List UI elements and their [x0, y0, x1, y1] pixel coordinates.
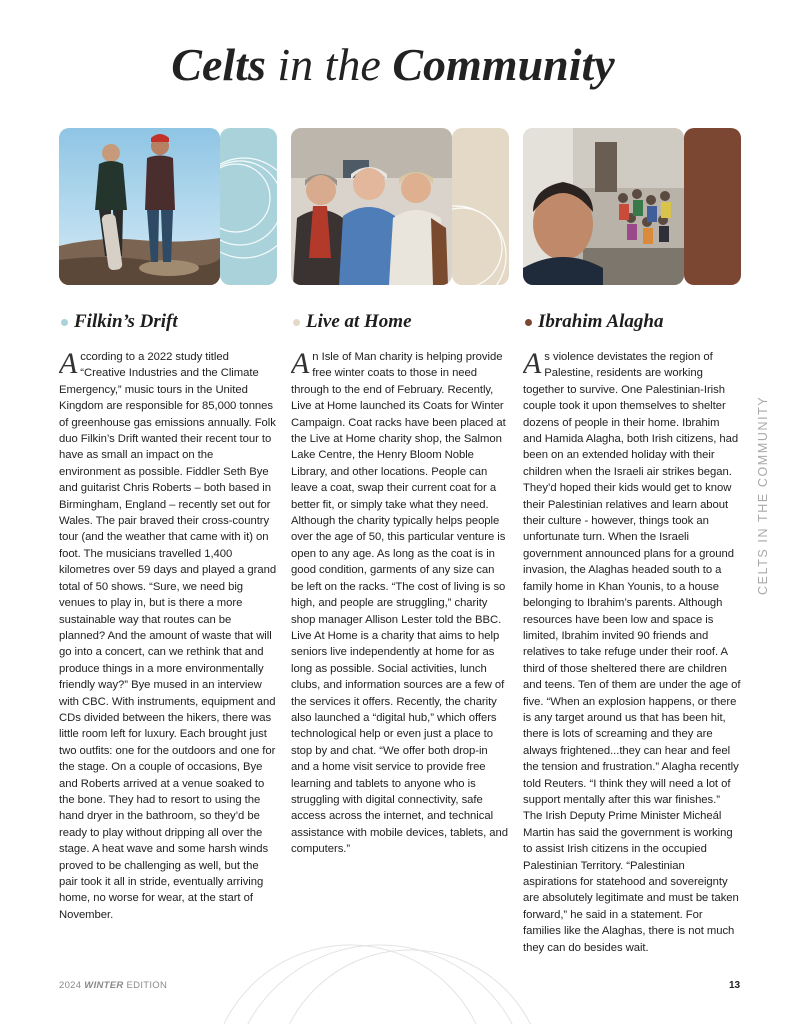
heading-text: Live at Home: [306, 311, 412, 332]
article-body: [291, 349, 509, 969]
article-heading: [523, 310, 741, 334]
drop-cap: A: [291, 349, 310, 380]
photo-musicians: [59, 128, 220, 285]
heading-dot: [61, 319, 68, 326]
footer-year: 2024: [59, 980, 82, 991]
drop-cap: A: [523, 349, 542, 380]
footer-season: WINTER: [84, 980, 124, 991]
photo-row: [523, 128, 741, 285]
article-live-at-home: [291, 128, 509, 969]
title-word-in-the: in the: [277, 39, 381, 90]
heading-dot: [525, 319, 532, 326]
photo-three-women: [291, 128, 452, 285]
page-number: 13: [729, 980, 741, 991]
decorative-circles: [150, 935, 630, 1024]
article-filkins-drift: [59, 128, 277, 969]
article-body: [59, 349, 277, 969]
heading-text: Ibrahim Alagha: [538, 311, 664, 332]
footer-edition-label: EDITION: [126, 980, 168, 991]
article-text: ccording to a 2022 study titled “Creative Industries and the Climate Emergency,” music tours in the United Kingdom are responsible for 85,000 tonnes of greenhouse gas emissions annually. Folk duo Filkin’s Drift wanted their recent tour to have as small an impact on the environment as possible. Fiddler Seth Bye and guitarist Chris Roberts – both based in Birmingham, England – recently set out for Wales. The pair braved their cross-country tour (and the weather that came with it) on foot. The musicians travelled 1,400 kilometres over 59 days and played a grand total of 50 shows. “Sure, we need big venues to play in, but is there a more sustainable way that routes can be planned? And the amount of waste that will go into a concert, can we rethink that and produce things in a more environmentally friendly way?” Bye mused in an interview with CBC. With instruments, equipment and CDs divided between the hikers, there was little room left for luxury. Each brought just two outfits: one for the outdoors and one for the stage. On a couple of occasions, Bye and Roberts arrived at a venue soaked to the bone. They had to resort to using the hand dryer in the bathroom, so they’d be ready to play without dripping all over the stage. A heat wave and some harsh winds proved to be challenging as well, but the pair took it all in stride, eventually arriving home, no worse for wear, at the start of November.: [59, 351, 277, 921]
photo-family-selfie: [523, 128, 684, 285]
article-ibrahim-alagha: [523, 128, 741, 969]
photo-row: [59, 128, 277, 285]
accent-panel: [684, 128, 741, 285]
title-word-celts: Celts: [171, 39, 266, 90]
article-heading: [59, 310, 277, 334]
heading-dot: [293, 319, 300, 326]
drop-cap: A: [59, 349, 78, 380]
article-text: n Isle of Man charity is helping provide free winter coats to those in need through to the end of February. Recently, Live at Home launched its Coats for Winter Campaign. Coat racks have been placed at the Live at Home charity shop, the Salmon Lake Centre, the Henry Bloom Noble Library, and other locations. People can leave a coat, swap their current coat for a better fit, or simply take what they need. Although the charity typically helps people over the age of 50, this particular venture is open to any age. As long as the coat is in good condition, garments of any size can be left on the racks. “The cost of living is so high, and people are struggling,” charity shop manager Allison Lester told the BBC. Live At Home is a charity that aims to help seniors live independently at home for as long as possible. Social activities, lunch clubs, and information sources are a few of the services it offers. Recently, the charity also launched a “digital hub,” which offers technological help or even just a place to stop by and chat. “We offer both drop-in and a home visit service to provide free learning and tablets to anyone who is struggling with digital connectivity, safe access across the internet, and technical assistance with mobile devices, tablets, and computers.”: [291, 351, 508, 856]
article-heading: [291, 310, 509, 334]
footer-edition: [59, 980, 167, 991]
accent-panel: [220, 128, 277, 285]
article-text: s violence devistates the region of Palestine, residents are working together to survive. One Palestinian-Irish couple took it upon themselves to shelter dozens of people in their home. Ibrahim and Hamida Alagha, both Irish citizens, had been on an extended holiday with their children when the Israeli air strikes began. They’d hoped their kids would get to know their Palestinian relatives and learn about their culture - however, things took an unfortunate turn. When the Israeli government announced plans for a ground invasion, the Alaghas headed south to a family home in Khan Younis, to a house belonging to Ibrahim’s parents. Although resources have been low and space is limited, Ibrahim invited 90 friends and relatives to take refuge under their roof. A third of those sheltered there are children and teens. Ten of them are under the age of five. “When an explosion happens, or there is any target around us that has been hit, there is lots of screaming and they are always frightened...they can hear and feel the tension and frustration.” Alagha recently told Reuters. “I think they will need a lot of support mentally after this war finishes.” The Irish Deputy Prime Minister Micheál Martin has said the government is working to assist Irish citizens in the occupied Palestinian Territory. “Palestinian aspirations for statehood and sovereignty are absolutely legitimate and must be taken forward,” he said in a statement. For families like the Alaghas, there is not much they can do besides wait.: [523, 351, 741, 954]
accent-panel: [452, 128, 509, 285]
page-title: [0, 39, 786, 90]
article-body: [523, 349, 741, 969]
heading-text: Filkin’s Drift: [74, 311, 178, 332]
section-sidebar-label: CELTS IN THE COMMUNITY: [756, 395, 770, 595]
title-word-community: Community: [392, 39, 615, 90]
photo-row: [291, 128, 509, 285]
